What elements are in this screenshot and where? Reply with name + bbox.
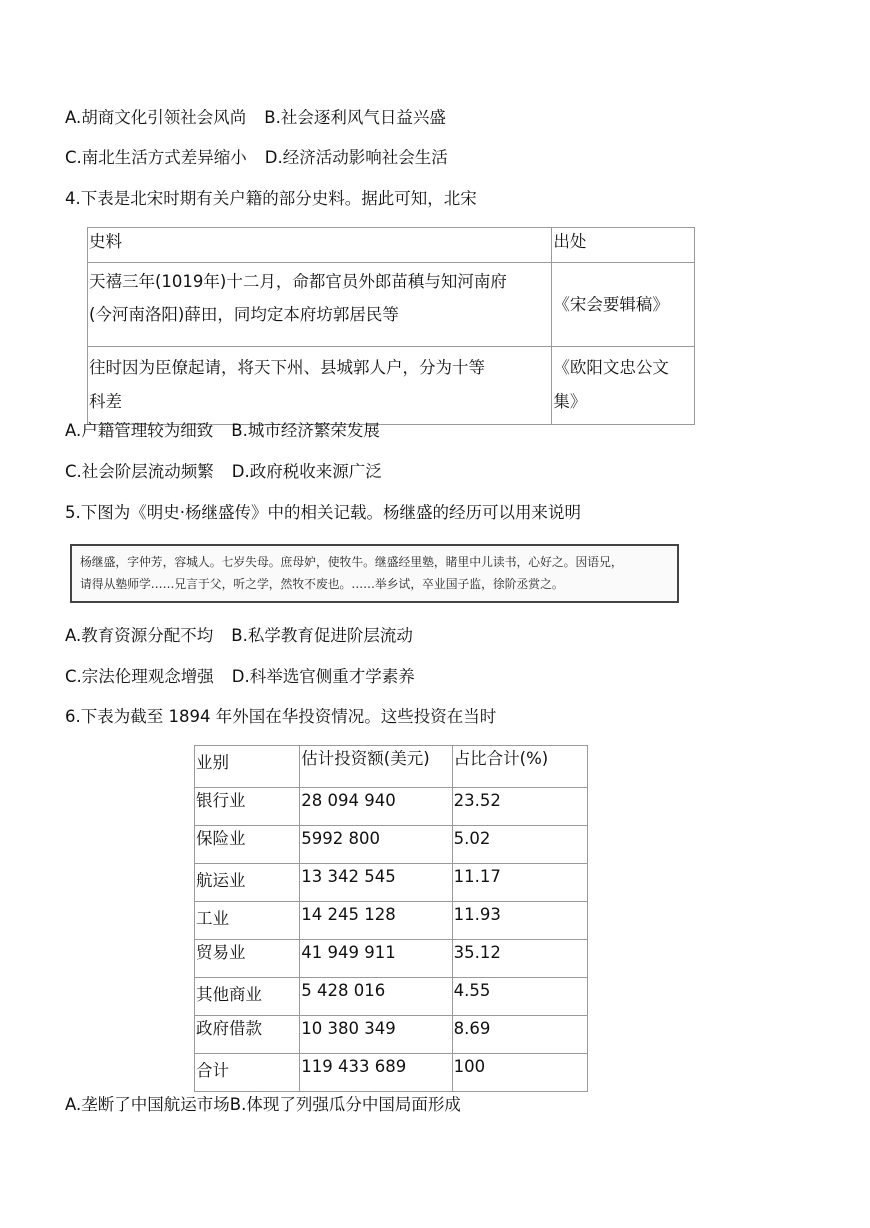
q3-option-b: B.社会逐利风气日益兴盛 — [264, 108, 446, 127]
q4-source-table — [87, 227, 695, 425]
q5-stem: 5.下图为《明史·杨继盛传》中的相关记载。杨继盛的经历可以用来说明 — [65, 503, 581, 522]
q6-option-a: A.垄断了中国航运市场 — [65, 1095, 230, 1114]
share-cell: 23.52 — [452, 788, 587, 826]
q5-options-row-1 — [65, 625, 413, 647]
table-row — [88, 347, 695, 425]
amount-cell: 13 342 545 — [300, 864, 452, 902]
table-row — [195, 1016, 588, 1054]
origin-cell: 《欧阳文忠公文 集》 — [552, 347, 695, 425]
sector-cell: 政府借款 — [195, 1016, 300, 1054]
q6-stem: 6.下表为截至 1894 年外国在华投资情况。这些投资在当时 — [65, 707, 497, 726]
header-share: 占比合计(%) — [452, 746, 587, 788]
q3-options-row-1 — [65, 107, 446, 129]
source-text-cell: 天禧三年(1019年)十二月，命都官员外郎苗稹与知河南府 (今河南洛阳)薛田，同均定本府坊郭居民等 — [88, 263, 552, 347]
table-row — [195, 864, 588, 902]
table-row — [195, 978, 588, 1016]
sector-cell: 其他商业 — [195, 978, 300, 1016]
q4-option-b: B.城市经济繁荣发展 — [231, 421, 380, 440]
header-origin: 出处 — [552, 228, 695, 263]
amount-cell: 14 245 128 — [300, 902, 452, 940]
q3-options-row-2 — [65, 147, 448, 169]
q3-option-a: A.胡商文化引领社会风尚 — [65, 108, 247, 127]
q5-option-d: D.科举选官侧重才学素养 — [231, 667, 415, 686]
table-header-row — [195, 746, 588, 788]
amount-cell: 119 433 689 — [300, 1054, 452, 1092]
q4-options-row-2 — [65, 461, 382, 483]
table-row — [195, 1054, 588, 1092]
amount-cell: 5 428 016 — [300, 978, 452, 1016]
header-sector: 业别 — [195, 746, 300, 788]
q3-option-c: C.南北生活方式差异缩小 — [65, 148, 247, 167]
table-header-row — [88, 228, 695, 263]
share-cell: 35.12 — [452, 940, 587, 978]
q4-option-d: D.政府税收来源广泛 — [231, 462, 382, 481]
sector-cell: 合计 — [195, 1054, 300, 1092]
q5-options-row-2 — [65, 666, 415, 688]
q4-option-c: C.社会阶层流动频繁 — [65, 462, 214, 481]
share-cell: 4.55 — [452, 978, 587, 1016]
origin-cell: 《宋会要辑稿》 — [552, 263, 695, 347]
share-cell: 11.93 — [452, 902, 587, 940]
q4-stem: 4.下表是北宋时期有关户籍的部分史料。据此可知，北宋 — [65, 189, 477, 208]
q6-investment-table — [194, 745, 588, 1092]
amount-cell: 5992 800 — [300, 826, 452, 864]
q4-option-a: A.户籍管理较为细致 — [65, 421, 214, 440]
q5-option-c: C.宗法伦理观念增强 — [65, 667, 214, 686]
share-cell: 100 — [452, 1054, 587, 1092]
share-cell: 5.02 — [452, 826, 587, 864]
table-row — [195, 826, 588, 864]
amount-cell: 10 380 349 — [300, 1016, 452, 1054]
share-cell: 8.69 — [452, 1016, 587, 1054]
sector-cell: 保险业 — [195, 826, 300, 864]
sector-cell: 银行业 — [195, 788, 300, 826]
share-cell: 11.17 — [452, 864, 587, 902]
table-row — [195, 902, 588, 940]
q6-option-b: B.体现了列强瓜分中国局面形成 — [229, 1095, 461, 1114]
excerpt-line-2: 请得从塾师学……兄言于父，听之学，然牧不废也。……举乡试，卒业国子监，徐阶丞赏之。 — [80, 577, 564, 591]
header-source-text: 史料 — [88, 228, 552, 263]
sector-cell: 工业 — [195, 902, 300, 940]
q5-option-a: A.教育资源分配不均 — [65, 626, 214, 645]
history-excerpt-image — [70, 544, 679, 603]
header-amount: 估计投资额(美元) — [300, 746, 452, 788]
table-row — [88, 263, 695, 347]
table-row — [195, 788, 588, 826]
q4-options-row-1 — [65, 420, 380, 442]
q3-option-d: D.经济活动影响社会生活 — [264, 148, 448, 167]
sector-cell: 航运业 — [195, 864, 300, 902]
q5-option-b: B.私学教育促进阶层流动 — [231, 626, 413, 645]
table-row — [195, 940, 588, 978]
q6-options-row-1 — [65, 1094, 461, 1116]
amount-cell: 28 094 940 — [300, 788, 452, 826]
amount-cell: 41 949 911 — [300, 940, 452, 978]
excerpt-line-1: 杨继盛，字仲芳，容城人。七岁失母。庶母妒，使牧牛。继盛经里塾，睹里中儿读书，心好之。因语兄， — [80, 555, 623, 569]
sector-cell: 贸易业 — [195, 940, 300, 978]
source-text-cell: 往时因为臣僚起请，将天下州、县城郭人户，分为十等 科差 — [88, 347, 552, 425]
